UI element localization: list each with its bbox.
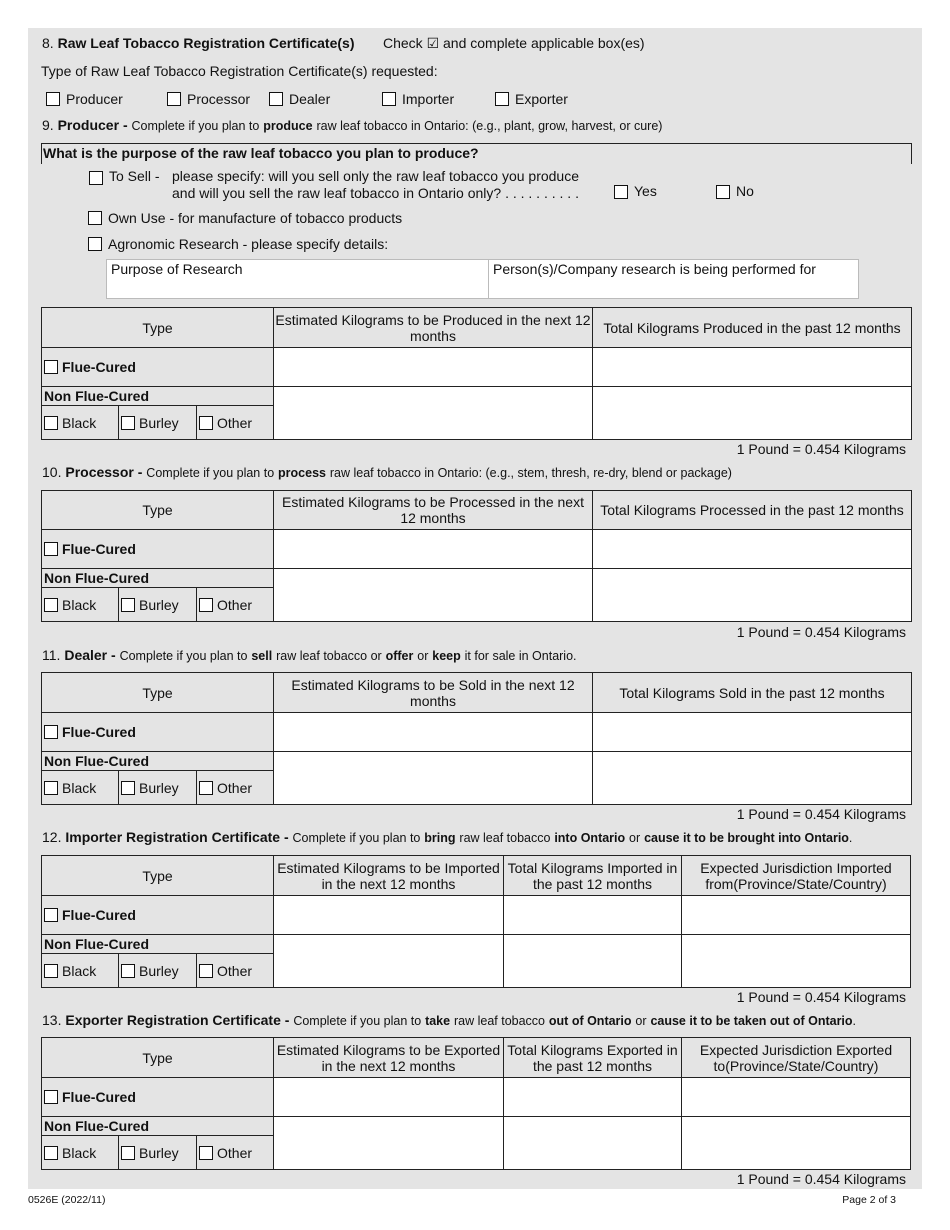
conversion-note: 1 Pound = 0.454 Kilograms bbox=[736, 806, 906, 822]
flue-cured-row: Flue-Cured bbox=[42, 713, 274, 752]
black-cell: Black bbox=[42, 771, 119, 805]
processor-table bbox=[41, 490, 912, 622]
burley-checkbox[interactable] bbox=[121, 781, 135, 795]
other-checkbox[interactable] bbox=[199, 416, 213, 430]
conversion-note: 1 Pound = 0.454 Kilograms bbox=[736, 441, 906, 457]
dealer-table bbox=[41, 672, 912, 805]
producer-nonflue-estimated-input[interactable] bbox=[274, 387, 593, 440]
burley-checkbox[interactable] bbox=[121, 1146, 135, 1160]
type-header: Type bbox=[42, 308, 274, 348]
producer-flue-total-input[interactable] bbox=[593, 348, 912, 387]
non-flue-cured-label: Non Flue-Cured bbox=[42, 752, 274, 771]
burley-cell: Burley bbox=[119, 588, 197, 622]
flue-cured-row: Flue-Cured bbox=[42, 530, 274, 569]
non-flue-cured-label: Non Flue-Cured bbox=[42, 1117, 274, 1136]
processor-flue-estimated-input[interactable] bbox=[274, 530, 593, 569]
processor-nonflue-estimated-input[interactable] bbox=[274, 569, 593, 622]
importer-label: Importer bbox=[402, 91, 455, 107]
importer-table bbox=[41, 855, 911, 988]
producer-checkbox[interactable] bbox=[46, 92, 60, 106]
importer-flue-estimated-input[interactable] bbox=[274, 896, 504, 935]
sell-no-checkbox[interactable] bbox=[716, 185, 730, 199]
burley-cell: Burley bbox=[119, 954, 197, 988]
conversion-note: 1 Pound = 0.454 Kilograms bbox=[736, 624, 906, 640]
sell-yes-checkbox[interactable] bbox=[614, 185, 628, 199]
importer-estimated-header: Estimated Kilograms to be Imported in the next 12 months bbox=[274, 856, 504, 896]
flue-cured-checkbox[interactable] bbox=[44, 542, 58, 556]
exporter-nonflue-estimated-input[interactable] bbox=[274, 1117, 504, 1170]
agronomic-research-label: Agronomic Research - please specify details: bbox=[108, 236, 389, 252]
flue-cured-row: Flue-Cured bbox=[42, 1078, 274, 1117]
exporter-flue-total-input[interactable] bbox=[504, 1078, 682, 1117]
other-checkbox[interactable] bbox=[199, 964, 213, 978]
section-9-heading: 9. Producer - Complete if you plan to produce raw leaf tobacco in Ontario: (e.g., plant, grow, harvest, or cure) bbox=[42, 117, 663, 133]
dealer-flue-estimated-input[interactable] bbox=[274, 713, 593, 752]
burley-checkbox[interactable] bbox=[121, 598, 135, 612]
flue-cured-checkbox[interactable] bbox=[44, 908, 58, 922]
other-cell: Other bbox=[197, 588, 274, 622]
black-checkbox[interactable] bbox=[44, 416, 58, 430]
exporter-estimated-header: Estimated Kilograms to be Exported in the next 12 months bbox=[274, 1038, 504, 1078]
to-sell-specify-line-2: and will you sell the raw leaf tobacco in Ontario only? . . . . . . . . . . bbox=[172, 185, 579, 201]
black-checkbox[interactable] bbox=[44, 964, 58, 978]
section-10-heading: 10. Processor - Complete if you plan to process raw leaf tobacco in Ontario: (e.g., stem, thresh, re-dry, blend or package) bbox=[42, 464, 732, 480]
processor-label: Processor bbox=[187, 91, 251, 107]
producer-estimated-header: Estimated Kilograms to be Produced in the next 12 months bbox=[274, 308, 593, 348]
processor-checkbox[interactable] bbox=[167, 92, 181, 106]
processor-flue-total-input[interactable] bbox=[593, 530, 912, 569]
black-checkbox[interactable] bbox=[44, 1146, 58, 1160]
certificate-type-label: Type of Raw Leaf Tobacco Registration Certificate(s) requested: bbox=[41, 63, 438, 79]
section-12-heading: 12. Importer Registration Certificate - Complete if you plan to bring raw leaf tobacco into Ontario or cause it to be brought into Ontario. bbox=[42, 829, 853, 845]
own-use-checkbox[interactable] bbox=[88, 211, 102, 225]
type-header: Type bbox=[42, 673, 274, 713]
exporter-jurisdiction-header: Expected Jurisdiction Exported to(Province/State/Country) bbox=[682, 1038, 911, 1078]
processor-nonflue-total-input[interactable] bbox=[593, 569, 912, 622]
exporter-flue-estimated-input[interactable] bbox=[274, 1078, 504, 1117]
exporter-checkbox[interactable] bbox=[495, 92, 509, 106]
black-cell: Black bbox=[42, 954, 119, 988]
burley-checkbox[interactable] bbox=[121, 416, 135, 430]
own-use-label: Own Use - for manufacture of tobacco products bbox=[108, 210, 403, 226]
importer-flue-total-input[interactable] bbox=[504, 896, 682, 935]
to-sell-specify-line-1: please specify: will you sell only the raw leaf tobacco you produce bbox=[172, 168, 579, 184]
other-checkbox[interactable] bbox=[199, 781, 213, 795]
producer-table bbox=[41, 307, 912, 440]
importer-nonflue-estimated-input[interactable] bbox=[274, 935, 504, 988]
flue-cured-checkbox[interactable] bbox=[44, 1090, 58, 1104]
importer-nonflue-total-input[interactable] bbox=[504, 935, 682, 988]
dealer-total-header: Total Kilograms Sold in the past 12 months bbox=[593, 673, 912, 713]
importer-checkbox[interactable] bbox=[382, 92, 396, 106]
section-13-heading: 13. Exporter Registration Certificate - Complete if you plan to take raw leaf tobacco out of Ontario or cause it to be taken out of Ontario. bbox=[42, 1012, 857, 1028]
burley-checkbox[interactable] bbox=[121, 964, 135, 978]
flue-cured-row: Flue-Cured bbox=[42, 348, 274, 387]
sell-yes-label: Yes bbox=[634, 183, 657, 199]
type-header: Type bbox=[42, 491, 274, 530]
black-cell: Black bbox=[42, 1136, 119, 1170]
research-person-label: Person(s)/Company research is being performed for bbox=[493, 261, 816, 277]
dealer-label: Dealer bbox=[289, 91, 331, 107]
burley-cell: Burley bbox=[119, 406, 197, 440]
purpose-question: What is the purpose of the raw leaf tobacco you plan to produce? bbox=[43, 145, 479, 161]
sell-no-label: No bbox=[736, 183, 754, 199]
exporter-nonflue-total-input[interactable] bbox=[504, 1117, 682, 1170]
other-cell: Other bbox=[197, 954, 274, 988]
dealer-nonflue-estimated-input[interactable] bbox=[274, 752, 593, 805]
importer-total-header: Total Kilograms Imported in the past 12 months bbox=[504, 856, 682, 896]
importer-nonflue-jurisdiction-input[interactable] bbox=[682, 935, 911, 988]
non-flue-cured-label: Non Flue-Cured bbox=[42, 935, 274, 954]
non-flue-cured-label: Non Flue-Cured bbox=[42, 569, 274, 588]
black-checkbox[interactable] bbox=[44, 598, 58, 612]
to-sell-label: To Sell - bbox=[109, 168, 160, 184]
importer-flue-jurisdiction-input[interactable] bbox=[682, 896, 911, 935]
section-11-heading: 11. Dealer - Complete if you plan to sell raw leaf tobacco or offer or keep it for sale in Ontario. bbox=[42, 647, 577, 663]
conversion-note: 1 Pound = 0.454 Kilograms bbox=[736, 989, 906, 1005]
producer-nonflue-total-input[interactable] bbox=[593, 387, 912, 440]
form-id: 0526E (2022/11) bbox=[28, 1194, 106, 1206]
importer-jurisdiction-header: Expected Jurisdiction Imported from(Province/State/Country) bbox=[682, 856, 911, 896]
exporter-nonflue-jurisdiction-input[interactable] bbox=[682, 1117, 911, 1170]
non-flue-cured-label: Non Flue-Cured bbox=[42, 387, 274, 406]
flue-cured-checkbox[interactable] bbox=[44, 725, 58, 739]
other-cell: Other bbox=[197, 406, 274, 440]
page-number: Page 2 of 3 bbox=[842, 1194, 896, 1206]
burley-cell: Burley bbox=[119, 771, 197, 805]
other-cell: Other bbox=[197, 1136, 274, 1170]
exporter-flue-jurisdiction-input[interactable] bbox=[682, 1078, 911, 1117]
section-8-instruction: Check ☑ and complete applicable box(es) bbox=[383, 35, 645, 51]
producer-total-header: Total Kilograms Produced in the past 12 months bbox=[593, 308, 912, 348]
exporter-total-header: Total Kilograms Exported in the past 12 months bbox=[504, 1038, 682, 1078]
dealer-nonflue-total-input[interactable] bbox=[593, 752, 912, 805]
other-checkbox[interactable] bbox=[199, 1146, 213, 1160]
purpose-of-research-label: Purpose of Research bbox=[111, 261, 243, 277]
section-8-heading: 8. Raw Leaf Tobacco Registration Certificate(s) bbox=[42, 35, 355, 51]
type-header: Type bbox=[42, 1038, 274, 1078]
exporter-table bbox=[41, 1037, 911, 1170]
exporter-label: Exporter bbox=[515, 91, 568, 107]
dealer-flue-total-input[interactable] bbox=[593, 713, 912, 752]
producer-flue-estimated-input[interactable] bbox=[274, 348, 593, 387]
black-checkbox[interactable] bbox=[44, 781, 58, 795]
producer-label: Producer bbox=[66, 91, 123, 107]
to-sell-checkbox[interactable] bbox=[89, 171, 103, 185]
black-cell: Black bbox=[42, 588, 119, 622]
conversion-note: 1 Pound = 0.454 Kilograms bbox=[736, 1171, 906, 1187]
dealer-estimated-header: Estimated Kilograms to be Sold in the next 12 months bbox=[274, 673, 593, 713]
flue-cured-checkbox[interactable] bbox=[44, 360, 58, 374]
type-header: Type bbox=[42, 856, 274, 896]
processor-estimated-header: Estimated Kilograms to be Processed in the next 12 months bbox=[274, 491, 593, 530]
processor-total-header: Total Kilograms Processed in the past 12 months bbox=[593, 491, 912, 530]
flue-cured-row: Flue-Cured bbox=[42, 896, 274, 935]
agronomic-research-checkbox[interactable] bbox=[88, 237, 102, 251]
other-cell: Other bbox=[197, 771, 274, 805]
black-cell: Black bbox=[42, 406, 119, 440]
other-checkbox[interactable] bbox=[199, 598, 213, 612]
burley-cell: Burley bbox=[119, 1136, 197, 1170]
dealer-checkbox[interactable] bbox=[269, 92, 283, 106]
